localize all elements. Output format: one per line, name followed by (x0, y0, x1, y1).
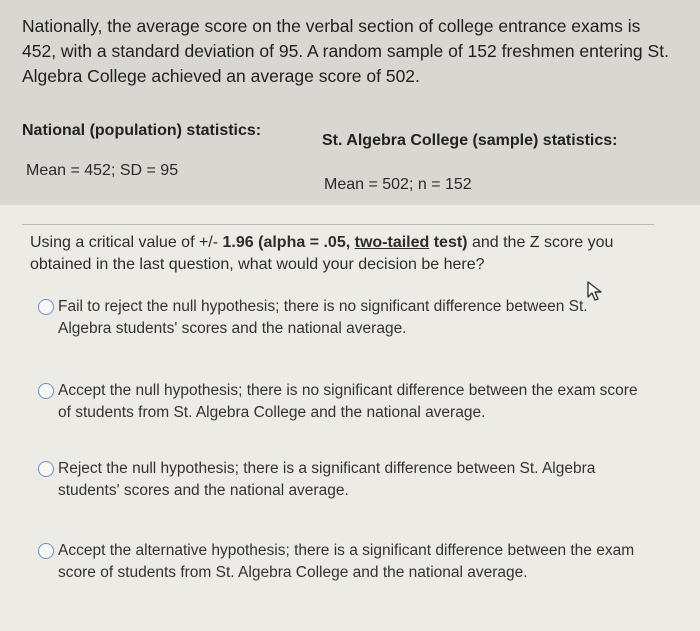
question-part1: Using a critical value of +/- (30, 234, 223, 251)
sample-stats-value: Mean = 502; n = 152 (324, 176, 472, 193)
radio-circle-icon[interactable] (38, 461, 54, 477)
option-accept-alternative[interactable] (38, 540, 648, 590)
radio-circle-icon[interactable] (38, 383, 54, 399)
problem-text: Nationally, the average score on the verbal section of college entrance exams is 452, with a standard deviation of 95. A random sample of 152 freshmen entering St. Algebra College achieved an average score of 502. (22, 16, 669, 86)
option-fail-to-reject[interactable] (38, 296, 648, 346)
national-stats-heading: National (population) statistics: (22, 122, 262, 139)
option-label: Accept the alternative hypothesis; there is a significant difference between the exam score of students from St. Algebra College and the national average. (58, 542, 635, 581)
option-label: Reject the null hypothesis; there is a significant difference between St. Algebra students' scores and the national average. (58, 460, 596, 499)
option-accept-null[interactable] (38, 380, 648, 430)
question-test: test) (429, 234, 468, 251)
national-stats-value: Mean = 452; SD = 95 (26, 162, 179, 179)
question-part2: and the Z score you obtained in the last question, what would your decision be here? (30, 234, 614, 273)
option-label: Fail to reject the null hypothesis; there is no significant difference between St. Algebra students' scores and the national average. (58, 298, 588, 337)
radio-circle-icon[interactable] (38, 543, 54, 559)
option-reject-null[interactable] (38, 458, 648, 508)
option-label: Accept the null hypothesis; there is no significant difference between the exam score of students from St. Algebra College and the national average. (58, 382, 638, 421)
sample-stats-heading: St. Algebra College (sample) statistics: (322, 132, 618, 149)
question-critical-value: 1.96 (alpha = .05, (222, 234, 355, 251)
question-two-tailed: two-tailed (354, 234, 430, 251)
question-text (30, 232, 650, 276)
radio-circle-icon[interactable] (38, 299, 54, 315)
divider (22, 224, 654, 225)
